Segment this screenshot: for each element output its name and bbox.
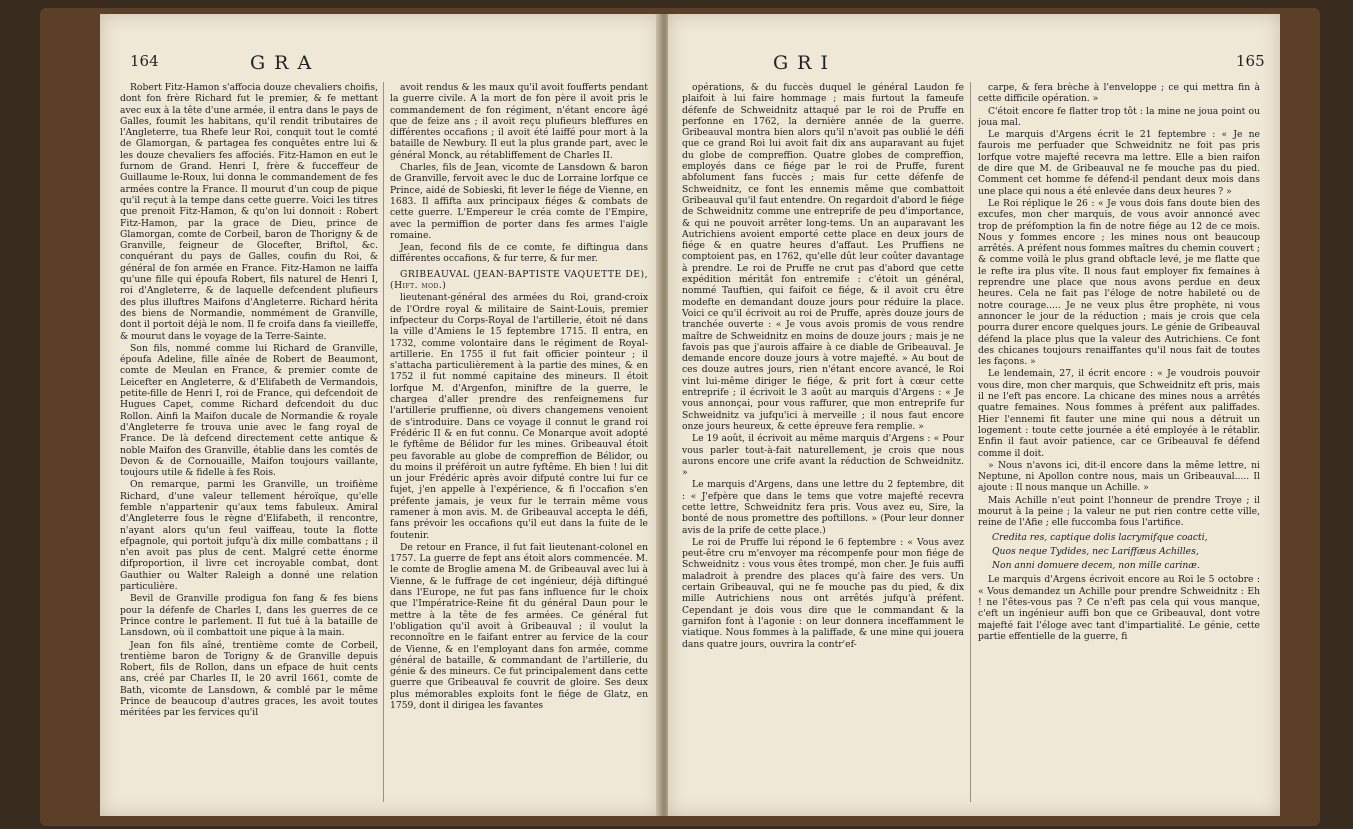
column-rule — [970, 82, 971, 802]
column-right-2 — [978, 82, 1260, 804]
paragraph: Le Roi réplique le 26 : « Je vous dois fans doute bien des excufes, mon cher marquis, de vous avoir annoncé avec trop de préfomption la fin de notre fiége au 12 de ce mois. Nous y fommes encore ; les mines nous ont beaucoup arrêtés. A préfent nous fommes maîtres du chemin couvert ; & comme voilà le plus grand obftacle levé, je me flatte que le refte ira plus vîte. Il nous faut employer fix femaines à reprendre une place que nous avons perdue en deux heures. Cela ne fait pas l'éloge de notre habileté ou de notre courage..... Je ne veux plus être prophète, ni vous annoncer le jour de la réduction ; mais je crois que cela pourra durer encore quelques jours. Le génie de Gribeauval défend la place plus que la valeur des Autrichiens. Ce font des chicanes toujours renaiffantes qu'il nous fait de toutes les façons. » — [978, 197, 1260, 368]
page-number: 165 — [1236, 52, 1265, 70]
paragraph: Le 19 août, il écrivoit au même marquis d'Argens : « Pour vous parler tout-à-fait naturellement, je crois que nous aurons encore une crife avant la réduction de Schweidnitz. » — [682, 433, 964, 479]
entry-heading: GRIBEAUVAL (JEAN-BAPTISTE VAQUETTE DE), (Hift. mod.) — [390, 268, 648, 292]
paragraph: avoit rendus & les maux qu'il avoit foufferts pendant la guerre civile. A la mort de fon père il avoit pris le commandement de fon régiment, n'étant encore âgé que de feize ans ; il avoit reçu plufieurs bleffures en différentes occafions ; il avoit été laiffé pour mort à la bataille de Newbury. Il eut la plus grande part, avec le général Monck, au rétabliffement de Charles II. — [390, 82, 648, 161]
right-page — [668, 14, 1280, 816]
paragraph: De retour en France, il fut fait lieutenant-colonel en 1757. La guerre de fept ans étoit alors commencée. M. le comte de Broglie amena M. de Gribeauval avec lui à Vienne, & le fuffrage de cet ingénieur, déjà diftingué dans l'Europe, ne fut pas fans influence fur le choix que l'Impératrice-Reine fit du général Daun pour le mettre à la tête de fes armées. Ce général fut l'obligation qu'il avoit à Gribeauval ; il voulut la reconnoître en le faifant entrer au fervice de la cour de Vienne, & en l'employant dans fon armée, comme général de bataille, & commandant de l'artillerie, du génie & des mineurs. Ce fut principalement dans cette guerre que Gribeauval fe couvrit de gloire. Ses deux plus mémorables exploits font le fiége de Glatz, en 1759, dont il dirigea les favantes — [390, 541, 648, 712]
paragraph: lieutenant-général des armées du Roi, grand-croix de l'Ordre royal & militaire de Saint-Louis, premier infpecteur du Corps-Royal de l'artillerie, étoit né dans la ville d'Amiens le 15 feptembre 1715. Il entra, en 1732, comme volontaire dans le régiment de Royal-artillerie. En 1755 il fut fait officier pointeur ; il s'attacha particulièrement à la partie des mines, & en 1752 il fut nommé capitaine des mineurs. Il étoit lorfque M. d'Argenfon, miniftre de la guerre, le chargea d'aller prendre des renfeignemens fur l'artillerie pruffienne, où divers changemens venoient de s'introduire. Dans ce voyage il connut le grand roi Frédéric II & en fut connu. Ce Monarque avoit adopté le fyftême de Bélidor fur les mines. Gribeauval étoit peu favorable au globe de compreffion de Bélidor, ou du moins il préféroit un autre fyftême. Eh bien ! lui dit un jour Frédéric après avoir difputé contre lui fur ce fujet, j'en appelle à l'expérience, & fi l'occafion s'en préfente jamais, je veux fur le terrain même vous ramener à mon avis. M. de Gribeauval accepta le défi, fans prévoir les occafions qu'il eut dans la fuite de le foutenir. — [390, 292, 648, 541]
paragraph: Jean fon fils aîné, trentième comte de Corbeil, trentième baron de Torigny & de Granville depuis Robert, fils de Rollon, dans un efpace de huit cents ans, créé par Charles II, le 20 avril 1661, comte de Bath, vicomte de Lansdown, & comblé par le même Prince de beaucoup d'autres graces, les avoit toutes méritées par les fervices qu'il — [120, 639, 378, 719]
paragraph: Jean, fecond fils de ce comte, fe diftingua dans différentes occafions, & fur terre, & fur mer. — [390, 242, 648, 265]
paragraph: C'étoit encore fe flatter trop tôt : la mine ne joua point ou joua mal. — [978, 105, 1260, 128]
paragraph: On remarque, parmi les Granville, un troifième Richard, d'une valeur tellement héroïque, qu'elle femble n'appartenir qu'aux tems fabuleux. Amiral d'Angleterre fous le règne d'Elifabeth, il rencontre, n'ayant alors qu'un feul vaiffeau, toute la flotte efpagnole, qui portoit jufqu'à dix mille combattans ; il n'en avoit pas plus de cent. Malgré cette énorme difproportion, il livre cet incroyable combat, dont Gauthier ou Walter Raleigh a donné une relation particulière. — [120, 479, 378, 593]
running-head: GRA — [250, 52, 321, 74]
paragraph: Charles, fils de Jean, vicomte de Lansdown & baron de Granville, fervoit avec le duc de Lorraine lorfque ce Prince, aidé de Sobieski, fit lever le fiége de Vienne, en 1683. Il affifta aux principaux fiéges & combats de cette guerre. L'Empereur le créa comte de l'Empire, avec la permiffion de porter dans fes armes l'aigle romaine. — [390, 162, 648, 241]
column-right-1 — [682, 82, 964, 804]
verse-line: Quos neque Tydides, nec Lariffæus Achilles, — [992, 545, 1199, 557]
paragraph: Mais Achille n'eut point l'honneur de prendre Troye ; il mourut à la peine ; la valeur ne put rien contre cette ville, reine de l'Afie ; elle fuccomba fous l'artifice. — [978, 494, 1260, 529]
paragraph: opérations, & du fuccès duquel le général Laudon fe plaifoit à lui faire hommage ; mais furtout la fameufe défenfe de Schweidnitz attaqué par le roi de Pruffe en perfonne en 1762, la dernière année de la guerre. Gribeauval montra bien alors qu'il n'avoit pas oublié le défi que ce grand Roi lui avoit fait dix ans auparavant au fujet du globe de compreffion. Quatre globes de compreffion, employés dans ce fiége par le roi de Pruffe, furent abfolument fans fuccès ; mais fur cette défenfe de Schweidnitz, ce font les ennemis même que combattoit Gribeauval qu'il faut entendre. On regardoit d'abord le fiége de Schweidnitz comme une entreprife de peu d'importance, & qui ne pouvoit arrêter long-tems. Un an auparavant les Autrichiens avoient emporté cette place en deux jours de fiége & en quatre heures d'affaut. Les Pruffiens ne comptoient pas, en 1762, qu'elle dût leur coûter davantage à prendre. Le roi de Pruffe ne crut pas d'abord que cette expédition méritât fon entremife : c'étoit un général, nommé Tauftien, qui faifoit ce fiége, & il avoit cru être modefte en demandant douze jours pour réduire la place. Voici ce qu'il écrivoit au roi de Pruffe, après douze jours de tranchée ouverte : « Je vous avois promis de vous rendre maître de Schweidnitz en moins de douze jours ; mais je ne favois pas que j'aurois affaire à ce diable de Gribeauval. Je demande encore douze jours à votre majefté. » Au bout de ces douze autres jours, rien n'étant encore avancé, le Roi vint lui-même diriger le fiége, & prit fort à cœur cette entreprife ; il écrivoit le 3 août au marquis d'Argens : « Je vous annonçai, pour vous raffurer, que mon entreprife fur Schweidnitz va jufqu'ici à merveille ; il nous faut encore onze jours heureux, & cette épreuve fera remplie. » — [682, 82, 964, 432]
paragraph: Son fils, nommé comme lui Richard de Granville, époufa Adeline, fille aînée de Robert de Beaumont, comte de Meulan en France, & premier comte de Leicefter en Angleterre, & d'Elifabeth de Vermandois, petite-fille de Henri I, roi de France, qui defcendoit de Hugues Capet, comme Richard defcendoit du duc Rollon. Ainfi la Maifon ducale de Normandie & royale d'Angleterre fe trouva unie avec le fang royal de France. De là defcend directement cette antique & noble Maifon des Granville, établie dans les comtés de Devon & de Cornouaille, Maifon toujours vaillante, toujours utile & fidelle à fes Rois. — [120, 342, 378, 479]
paragraph: carpe, & fera brèche à l'enveloppe ; ce qui mettra fin à cette difficile opération. » — [978, 82, 1260, 105]
paragraph: Le marquis d'Argens écrit le 21 feptembre : « Je ne faurois me perfuader que Schweidnitz ne foit pas pris lorfque votre majefté recevra ma lettre. Elle a bien raifon de dire que M. de Gribeauval ne fe mouche pas du pied. Comment cet homme fe défend-il pendant deux mois dans une place qui nous a été enlevée dans deux heures ? » — [978, 129, 1260, 197]
paragraph: Le lendemain, 27, il écrit encore : « Je voudrois pouvoir vous dire, mon cher marquis, que Schweidnitz eft pris, mais il ne l'eft pas encore. La chicane des mines nous a arrêtés quatre femaines. Nous fommes à préfent aux paliffades. Hier l'ennemi fit fauter une mine qui nous a détruit un logement : toute cette journée a été employée à le rétablir. Enfin il faut avoir patience, car ce Gribeauval fe défend comme il doit. — [978, 368, 1260, 459]
page-number: 164 — [130, 52, 159, 70]
column-rule — [383, 82, 384, 802]
paragraph: Le roi de Pruffe lui répond le 6 feptembre : « Vous avez peut-être cru m'envoyer ma récompenfe pour mon fiége de Schweidnitz : vous vous êtes trompé, mon cher. Je fuis auffi maladroit à prendre des places qu'à faire des vers. Un certain Gribeauval, qui ne fe mouche pas du pied, & dix mille Autrichiens nous ont arrêtés jufqu'à préfent. Cependant je dois vous dire que le commandant & la garnifon font à l'agonie : on leur donnera inceffamment le viatique. Nous fommes à la paliffade, & une mine qui jouera dans quatre jours, ouvrira la contr'ef- — [682, 536, 964, 650]
paragraph: » Nous n'avons ici, dit-il encore dans la même lettre, ni Neptune, ni Apollon contre nous, mais un Gribeauval..... Il ajoute : Il nous manque un Achille. » — [978, 459, 1260, 494]
verse-line: Credita res, captique dolis lacrymifque coacti, — [992, 531, 1208, 543]
running-head: GRI — [773, 52, 837, 74]
verse-line: Non anni domuere decem, non mille carinæ. — [992, 560, 1200, 572]
paragraph: Bevil de Granville prodigua fon fang & fes biens pour la défenfe de Charles I, dans les guerres de ce Prince contre le parlement. Il fut tué à la bataille de Lansdown, où il combattoit une pique à la main. — [120, 593, 378, 639]
paragraph: Le marquis d'Argens, dans une lettre du 2 feptembre, dit : « J'efpère que dans le tems que votre majefté recevra cette lettre, Schweidnitz fera pris. Vous avez eu, Sire, la bonté de nous promettre des poftillons. » (Pour leur donner avis de la prife de cette place.) — [682, 479, 964, 536]
column-left-2 — [390, 82, 648, 804]
paragraph: Robert Fitz-Hamon s'affocia douze chevaliers choifis, dont fon frère Richard fut le premier, & fe mettant avec eux à la tête d'une armée, il entra dans le pays de Galles, foumit les habitans, qu'il rendit tributaires de l'Angleterre, tua Rhefe leur Roi, conquit tout le comté de Glamorgan, & partagea fes conquêtes entre lui & les douze chevaliers fes affociés. Fitz-Hamon en eut le furnom de Grand. Henri I, frère & fucceffeur de Guillaume le-Roux, lui donna le commandement de fes armées contre la France. Il mourut d'un coup de pique qu'il reçut à la tempe dans cette guerre. Voici les titres que prenoit Fitz-Hamon, & qu'on lui donnoit : Robert Fitz-Hamon, par la grace de Dieu, prince de Glamorgan, comte de Corbeil, baron de Thorigny & de Granville, feigneur de Glocefter, Briftol, &c. conquérant du pays de Galles, coufin du Roi, & général de fon armée en France. Fitz-Hamon ne laiffa qu'une fille qui époufa Robert, fils naturel de Henri I, roi d'Angleterre, & de laquelle defcendent plufieurs des plus illuftres Maifons d'Angleterre. Richard hérita des biens de Normandie, nommément de Granville, dont il portoit déjà le nom. Il fe croifa dans fa vieilleffe, & mourut dans le voyage de la Terre-Sainte. — [120, 82, 378, 342]
column-left-1 — [120, 82, 378, 804]
left-page — [100, 14, 660, 816]
paragraph: Le marquis d'Argens écrivoit encore au Roi le 5 octobre : « Vous demandez un Achille pour prendre Schweidnitz : Eh ! ne l'êtes-vous pas ? Ce n'eft pas cela qui vous manque, c'eft un ingénieur auffi bon que ce Gribeauval, dont votre majefté fait l'éloge avec tant d'impartialité. Le génie, cette partie effentielle de la guerre, fi — [978, 574, 1260, 642]
